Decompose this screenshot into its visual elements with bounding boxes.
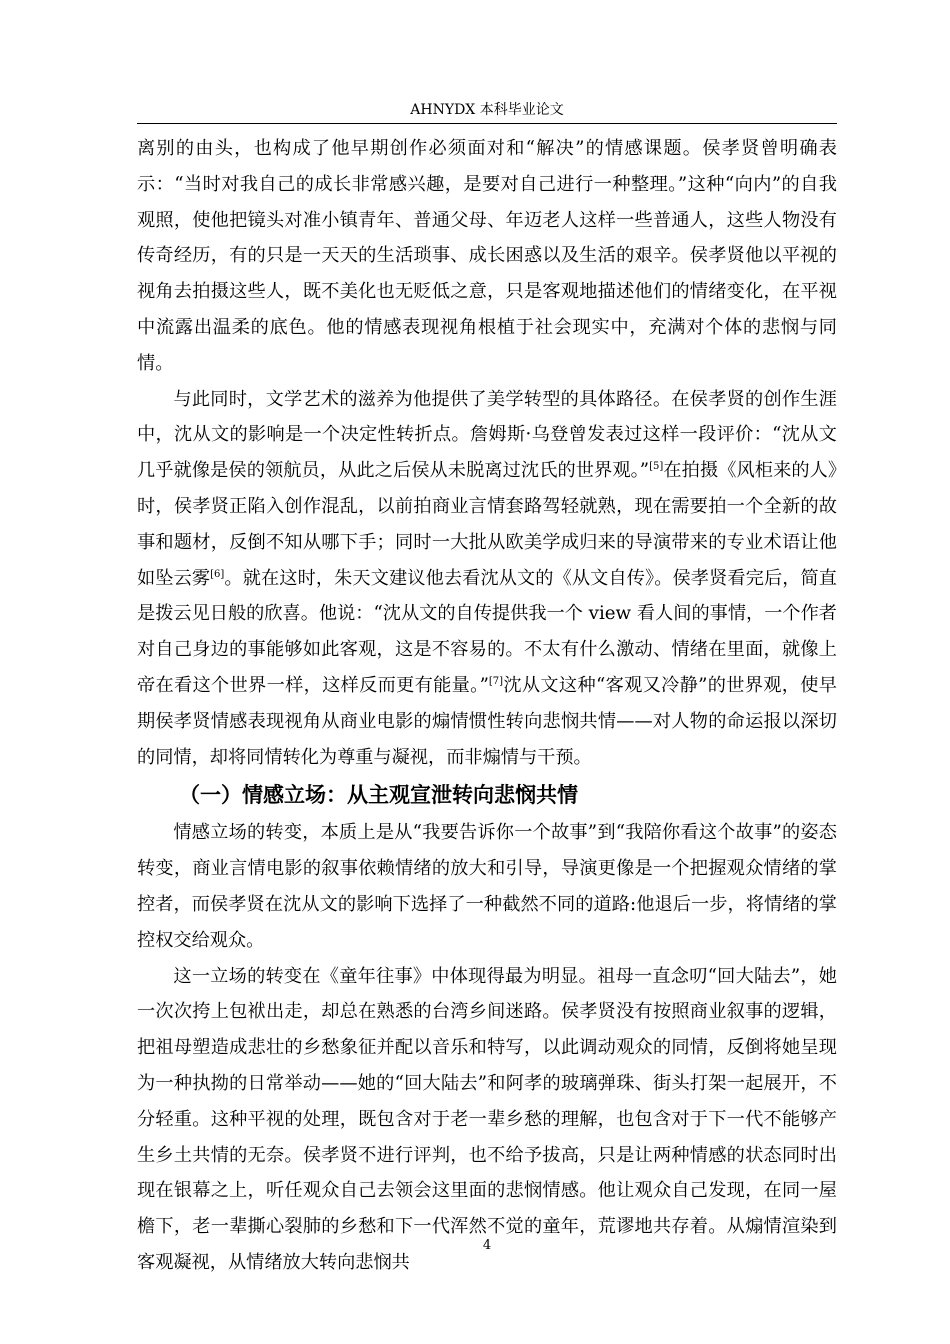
header-rule bbox=[137, 123, 837, 124]
citation-7: [7] bbox=[488, 675, 504, 687]
paragraph-2 bbox=[137, 382, 837, 776]
citation-5: [5] bbox=[649, 461, 664, 473]
paragraph-2-part-c: 。就在这时，朱天文建议他去看沈从文的《从文自传》。侯孝贤看完后，简直是拨云见日般的欣喜。他说：“沈从文的自传提供我一个 view 看人间的事情，一个作者对自己身边的事能够如此客观，这是不容易的。不太有什么激动、情绪在里面，就像上帝在看这个世界一样，这样反而更有能量。” bbox=[137, 567, 837, 696]
citation-6: [6] bbox=[210, 568, 225, 580]
paragraph-2-part-b: 在拍摄《风柜来的人》时，侯孝贤正陷入创作混乱，以前拍商业言情套路驾轻就熟，现在需要拍一个全新的故事和题材，反倒不知从哪下手；同时一大批从欧美学成归来的导演带来的专业术语让他如坠云雾 bbox=[137, 460, 838, 589]
paragraph-4: 这一立场的转变在《童年往事》中体现得最为明显。祖母一直念叨“回大陆去”，她一次次挎上包袱出走，却总在熟悉的台湾乡间迷路。侯孝贤没有按照商业叙事的逻辑，把祖母塑造成悲壮的乡愁象征并配以音乐和特写，以此调动观众的同情，反倒将她呈现为一种执拗的日常举动——她的“回大陆去”和阿孝的玻璃弹珠、街头打架一起展开，不分轻重。这种平视的处理，既包含对于老一辈乡愁的理解，也包含对于下一代不能够产生乡土共情的无奈。侯孝贤不进行评判，也不给予拔高，只是让两种情感的状态同时出现在银幕之上，听任观众自己去领会这里面的悲悯情感。他让观众自己发现，在同一屋檐下，老一辈撕心裂肺的乡愁和下一代浑然不觉的童年，荒谬地共存着。从煽情渲染到客观凝视，从情绪放大转向悲悯共 bbox=[137, 965, 837, 1273]
running-header: AHNYDX 本科毕业论文 bbox=[410, 102, 564, 118]
paragraph-2-part-d: 沈从文这种“客观又冷静”的世界观，使早期侯孝贤情感表现视角从商业电影的煽情惯性转向悲悯共情——对人物的命运报以深切的同情，却将同情转化为尊重与凝视，而非煽情与干预。 bbox=[137, 674, 837, 768]
paragraph-2-part-a: 与此同时，文学艺术的滋养为他提供了美学转型的具体路径。在侯孝贤的创作生涯中，沈从文的影响是一个决定性转折点。詹姆斯·乌登曾发表过这样一段评价：“沈从文几乎就像是侯的领航员，从此之后侯从未脱离过沈氏的世界观。” bbox=[137, 388, 837, 482]
paragraph-3: 情感立场的转变，本质上是从“我要告诉你一个故事”到“我陪你看这个故事”的姿态转变，商业言情电影的叙事依赖情绪的放大和引导，导演更像是一个把握观众情绪的掌控者，而侯孝贤在沈从文的影响下选择了一种截然不同的道路:他退后一步，将情绪的掌控权交给观众。 bbox=[137, 822, 837, 951]
body-text bbox=[137, 131, 837, 1281]
section-heading: （一）情感立场：从主观宣泄转向悲悯共情 bbox=[179, 783, 578, 808]
paragraph-1: 离别的由头，也构成了他早期创作必须面对和“解决”的情感课题。侯孝贤曾明确表示：“当时对我自己的成长非常感兴趣，是要对自己进行一种整理。”这种“向内”的自我观照，使他把镜头对准小镇青年、普通父母、年迈老人这样一些普通人，这些人物没有传奇经历，有的只是一天天的生活琐事、成长困惑以及生活的艰辛。侯孝贤他以平视的视角去拍摄这些人，既不美化也无贬低之意，只是客观地描述他们的情绪变化，在平视中流露出温柔的底色。他的情感表现视角根植于社会现实中，充满对个体的悲悯与同情。 bbox=[137, 138, 837, 374]
page-number: 4 bbox=[482, 1238, 492, 1253]
